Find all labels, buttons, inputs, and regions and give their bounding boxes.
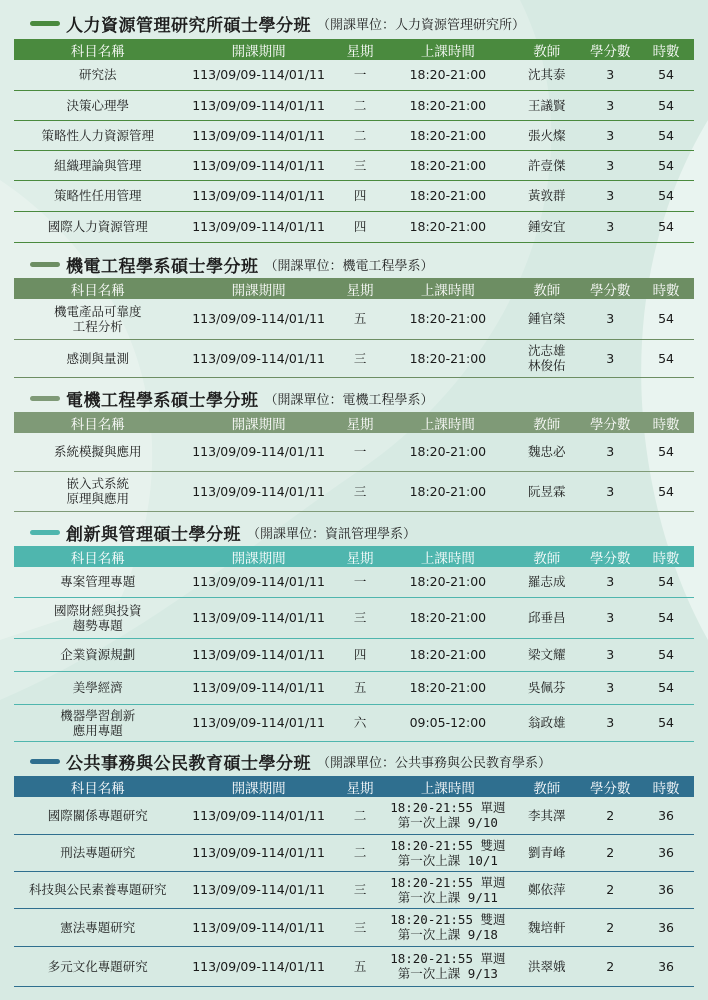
course-hours: 54: [658, 157, 675, 173]
course-teacher: [511, 339, 582, 377]
course-period: 113/09/09-114/01/11: [192, 483, 325, 499]
course-period: 113/09/09-114/01/11: [192, 350, 325, 366]
course-credit: 3: [606, 127, 615, 143]
course-credit: 3: [606, 311, 615, 327]
table-row: [14, 339, 694, 377]
course-hours: 54: [658, 715, 675, 730]
course-name: 國際關係專題研究: [47, 807, 148, 823]
header-hours: 時數: [652, 780, 680, 797]
header-name: 科目名稱: [70, 282, 125, 299]
course-credit: 3: [606, 680, 615, 695]
course-name: 多元文化專題研究: [47, 958, 148, 974]
course-hours: 54: [658, 350, 675, 366]
course-name: [14, 597, 181, 638]
course-name: 國際人力資源管理: [47, 219, 148, 234]
course-table-ee: [14, 412, 694, 512]
course-period: 113/09/09-114/01/11: [192, 157, 325, 173]
table-row: [14, 946, 694, 986]
section-subtitle: （開課單位：資訊管理學系）: [247, 526, 417, 542]
table-row: [14, 908, 694, 946]
course-teacher: 黃敦群: [528, 188, 566, 203]
header-name: 科目名稱: [70, 416, 125, 433]
header-period: 開課期間: [231, 780, 286, 797]
course-name: 刑法專題研究: [60, 845, 136, 860]
course-name-line1: 機器學習創新: [60, 707, 136, 723]
course-teacher: 沈其泰: [528, 67, 566, 83]
table-row: [14, 704, 694, 741]
table-row: [14, 638, 694, 671]
course-period: 113/09/09-114/01/11: [192, 610, 325, 625]
course-time: [384, 908, 511, 946]
course-time: [384, 834, 511, 871]
course-name-line2: 原理與應用: [66, 491, 129, 506]
course-hours: 36: [658, 845, 675, 860]
header-hours: 時數: [652, 43, 680, 60]
course-teacher: 吳佩芬: [528, 680, 566, 695]
course-time: [384, 797, 511, 834]
table-row: [14, 567, 694, 597]
header-time: 上課時間: [420, 43, 475, 60]
course-hours: 54: [658, 680, 675, 695]
course-day: 二: [353, 127, 367, 143]
course-time: 18:20-21:00: [409, 127, 487, 143]
course-time-line1: 18:20-21:55 單週: [390, 874, 506, 890]
course-day: 三: [353, 610, 367, 625]
course-name: 決策心理學: [66, 97, 129, 113]
course-credit: 3: [606, 647, 615, 662]
course-hours: 36: [658, 958, 675, 974]
course-name-line1: 國際財經與投資: [53, 602, 142, 618]
course-period: 113/09/09-114/01/11: [192, 444, 325, 460]
course-hours: 54: [658, 97, 675, 113]
course-time-line1: 18:20-21:55 雙週: [390, 837, 506, 853]
course-hours: 54: [658, 311, 675, 327]
course-teacher: 魏培軒: [528, 919, 566, 935]
course-credit: 2: [606, 958, 615, 974]
title-bar-icon: [30, 530, 60, 535]
course-day: 二: [353, 845, 367, 860]
course-credit: 3: [606, 188, 615, 203]
section-heading: 人力資源管理研究所碩士學分班: [66, 15, 311, 36]
course-table-hrm: [14, 39, 694, 243]
course-credit: 3: [606, 219, 615, 234]
course-credit: 3: [606, 610, 615, 625]
table-row: [14, 671, 694, 704]
course-hours: 36: [658, 882, 675, 897]
header-teacher: 教師: [533, 780, 561, 797]
course-teacher: 許壹傑: [528, 157, 566, 173]
table-row: [14, 433, 694, 471]
course-teacher: 鍾安宜: [528, 219, 566, 234]
section-heading: 機電工程學系碩士學分班: [66, 256, 259, 277]
course-hours: 54: [658, 444, 675, 460]
course-name: 憲法專題研究: [60, 919, 136, 935]
course-teacher: 邱垂昌: [528, 610, 566, 625]
course-credit: 3: [606, 350, 615, 366]
table-row: [14, 60, 694, 90]
course-period: 113/09/09-114/01/11: [192, 127, 325, 143]
title-bar-icon: [30, 21, 60, 26]
course-name: 美學經濟: [72, 680, 123, 695]
course-period: 113/09/09-114/01/11: [192, 958, 325, 974]
course-teacher: 劉青峰: [528, 845, 566, 860]
course-time: 18:20-21:00: [409, 350, 487, 366]
header-period: 開課期間: [231, 416, 286, 433]
course-period: 113/09/09-114/01/11: [192, 574, 325, 590]
section-title-ee: [30, 386, 434, 410]
course-credit: 3: [606, 483, 615, 499]
course-table-mech: [14, 278, 694, 378]
header-credit: 學分數: [589, 550, 631, 567]
course-teacher: 鍾官榮: [528, 311, 566, 327]
course-name: 研究法: [78, 67, 117, 83]
header-credit: 學分數: [589, 282, 631, 299]
header-hours: 時數: [652, 282, 680, 299]
course-period: 113/09/09-114/01/11: [192, 97, 325, 113]
course-time-line2: 第一次上課 9/18: [397, 927, 498, 942]
title-bar-icon: [30, 396, 60, 401]
course-time: [384, 871, 511, 908]
course-hours: 54: [658, 188, 675, 203]
course-credit: 3: [606, 715, 615, 730]
course-name: 系統模擬與應用: [53, 444, 142, 460]
course-period: 113/09/09-114/01/11: [192, 67, 325, 83]
course-time-line1: 18:20-21:55 單週: [390, 951, 506, 966]
course-teacher-line2: 林俊佑: [528, 358, 566, 373]
course-name: 專案管理專題: [60, 574, 136, 590]
header-period: 開課期間: [231, 282, 286, 299]
course-name: [14, 704, 181, 741]
title-bar-icon: [30, 759, 60, 764]
course-day: 三: [353, 483, 367, 499]
course-hours: 36: [658, 919, 675, 935]
course-time: 09:05-12:00: [409, 715, 487, 730]
course-teacher: 李其澤: [528, 807, 566, 823]
course-name-line2: 工程分析: [72, 318, 123, 334]
course-day: 三: [353, 157, 367, 173]
header-time: 上課時間: [420, 416, 475, 433]
course-teacher: 翁政雄: [528, 715, 566, 730]
header-credit: 學分數: [589, 416, 631, 433]
header-day: 星期: [346, 416, 374, 433]
course-table-im: [14, 546, 694, 742]
section-subtitle: （開課單位：人力資源管理研究所）: [317, 17, 526, 33]
course-credit: 3: [606, 97, 615, 113]
course-time: 18:20-21:00: [409, 188, 487, 203]
header-day: 星期: [346, 550, 374, 567]
course-time-line2: 第一次上課 9/13: [397, 966, 498, 981]
course-day: 五: [353, 958, 367, 974]
table-row: [14, 797, 694, 834]
course-name: [14, 471, 181, 511]
course-name: 策略性人力資源管理: [41, 127, 154, 143]
course-teacher: 張火燦: [528, 127, 566, 143]
course-name: 企業資源規劃: [60, 647, 136, 662]
course-credit: 2: [606, 845, 615, 860]
header-name: 科目名稱: [70, 550, 125, 567]
section-heading: 創新與管理碩士學分班: [66, 524, 241, 545]
course-hours: 54: [658, 483, 675, 499]
table-row: [14, 90, 694, 120]
course-name: 科技與公民素養專題研究: [28, 882, 167, 897]
header-name: 科目名稱: [70, 780, 125, 797]
course-hours: 54: [658, 219, 675, 234]
section-title-im: [30, 520, 416, 544]
course-name-line1: 機電產品可靠度: [53, 303, 142, 319]
table-row: [14, 299, 694, 339]
header-time: 上課時間: [420, 282, 475, 299]
course-teacher-line1: 沈志雄: [528, 343, 566, 358]
course-period: 113/09/09-114/01/11: [192, 311, 325, 327]
course-day: 一: [353, 67, 367, 83]
header-hours: 時數: [652, 550, 680, 567]
course-day: 四: [353, 219, 367, 234]
course-time-line2: 第一次上課 10/1: [397, 852, 498, 868]
section-title-pace: [30, 749, 551, 773]
course-name: [14, 299, 181, 339]
course-day: 六: [353, 715, 367, 730]
course-hours: 54: [658, 574, 675, 590]
section-subtitle: （開課單位：電機工程學系）: [264, 392, 434, 408]
course-day: 四: [353, 188, 367, 203]
course-name-line1: 嵌入式系統: [66, 476, 129, 491]
title-bar-icon: [30, 262, 60, 267]
course-hours: 54: [658, 610, 675, 625]
course-time: 18:20-21:00: [409, 97, 487, 113]
header-credit: 學分數: [589, 43, 631, 60]
course-day: 二: [353, 97, 367, 113]
course-time: [384, 946, 511, 986]
course-credit: 3: [606, 574, 615, 590]
header-period: 開課期間: [231, 43, 286, 60]
header-day: 星期: [346, 780, 374, 797]
course-day: 一: [353, 574, 367, 590]
table-row: [14, 180, 694, 211]
course-hours: 54: [658, 127, 675, 143]
course-time-line1: 18:20-21:55 單週: [390, 800, 506, 816]
course-time-line1: 18:20-21:55 雙週: [390, 912, 506, 927]
course-hours: 54: [658, 67, 675, 83]
course-teacher: 王議賢: [528, 97, 566, 113]
header-day: 星期: [346, 43, 374, 60]
course-period: 113/09/09-114/01/11: [192, 845, 325, 860]
course-day: 四: [353, 647, 367, 662]
table-row: [14, 211, 694, 242]
course-teacher: 阮昱霖: [528, 483, 566, 499]
course-credit: 2: [606, 919, 615, 935]
course-time: 18:20-21:00: [409, 680, 487, 695]
table-row: [14, 597, 694, 638]
header-name: 科目名稱: [70, 43, 125, 60]
course-teacher: 羅志成: [528, 574, 566, 590]
course-day: 二: [353, 807, 367, 823]
course-period: 113/09/09-114/01/11: [192, 807, 325, 823]
course-period: 113/09/09-114/01/11: [192, 919, 325, 935]
table-row: [14, 471, 694, 511]
course-time-line2: 第一次上課 9/10: [397, 815, 498, 831]
course-credit: 3: [606, 67, 615, 83]
table-row: [14, 871, 694, 908]
course-name: 組織理論與管理: [53, 157, 142, 173]
course-hours: 54: [658, 647, 675, 662]
header-day: 星期: [346, 282, 374, 299]
course-period: 113/09/09-114/01/11: [192, 715, 325, 730]
section-subtitle: （開課單位：機電工程學系）: [264, 258, 434, 274]
header-teacher: 教師: [533, 43, 561, 60]
course-time: 18:20-21:00: [409, 219, 487, 234]
course-period: 113/09/09-114/01/11: [192, 680, 325, 695]
course-day: 三: [353, 882, 367, 897]
course-hours: 36: [658, 807, 675, 823]
course-teacher: 梁文耀: [528, 647, 566, 662]
course-table-pace: [14, 776, 694, 987]
course-day: 三: [353, 919, 367, 935]
course-day: 五: [353, 311, 367, 327]
course-day: 五: [353, 680, 367, 695]
section-heading: 電機工程學系碩士學分班: [66, 390, 259, 411]
course-teacher: 魏忠必: [528, 444, 566, 460]
course-name: 感測與量測: [66, 350, 129, 366]
header-period: 開課期間: [231, 550, 286, 567]
course-time: 18:20-21:00: [409, 483, 487, 499]
header-teacher: 教師: [533, 282, 561, 299]
header-teacher: 教師: [533, 416, 561, 433]
header-time: 上課時間: [420, 780, 475, 797]
course-period: 113/09/09-114/01/11: [192, 188, 325, 203]
course-credit: 3: [606, 157, 615, 173]
course-period: 113/09/09-114/01/11: [192, 219, 325, 234]
header-hours: 時數: [652, 416, 680, 433]
section-subtitle: （開課單位：公共事務與公民教育學系）: [317, 755, 552, 771]
table-row: [14, 120, 694, 150]
course-period: 113/09/09-114/01/11: [192, 882, 325, 897]
course-time: 18:20-21:00: [409, 311, 487, 327]
course-period: 113/09/09-114/01/11: [192, 647, 325, 662]
section-heading: 公共事務與公民教育碩士學分班: [66, 753, 311, 774]
course-time: 18:20-21:00: [409, 647, 487, 662]
course-time-line2: 第一次上課 9/11: [397, 889, 498, 905]
course-day: 三: [353, 350, 367, 366]
course-name-line2: 應用專題: [72, 722, 123, 738]
course-teacher: 鄭依萍: [528, 882, 566, 897]
course-time: 18:20-21:00: [409, 574, 487, 590]
course-name-line2: 趨勢專題: [72, 617, 123, 633]
header-credit: 學分數: [589, 780, 631, 797]
table-row: [14, 150, 694, 180]
header-teacher: 教師: [533, 550, 561, 567]
course-credit: 3: [606, 444, 615, 460]
course-credit: 2: [606, 882, 615, 897]
course-time: 18:20-21:00: [409, 610, 487, 625]
section-title-mech: [30, 252, 434, 276]
course-day: 一: [353, 444, 367, 460]
header-time: 上課時間: [420, 550, 475, 567]
section-title-hrm: [30, 11, 525, 35]
course-credit: 2: [606, 807, 615, 823]
course-name: 策略性任用管理: [53, 188, 142, 203]
course-time: 18:20-21:00: [409, 444, 487, 460]
course-teacher: 洪翠娥: [528, 958, 566, 974]
table-row: [14, 834, 694, 871]
course-time: 18:20-21:00: [409, 157, 487, 173]
course-time: 18:20-21:00: [409, 67, 487, 83]
